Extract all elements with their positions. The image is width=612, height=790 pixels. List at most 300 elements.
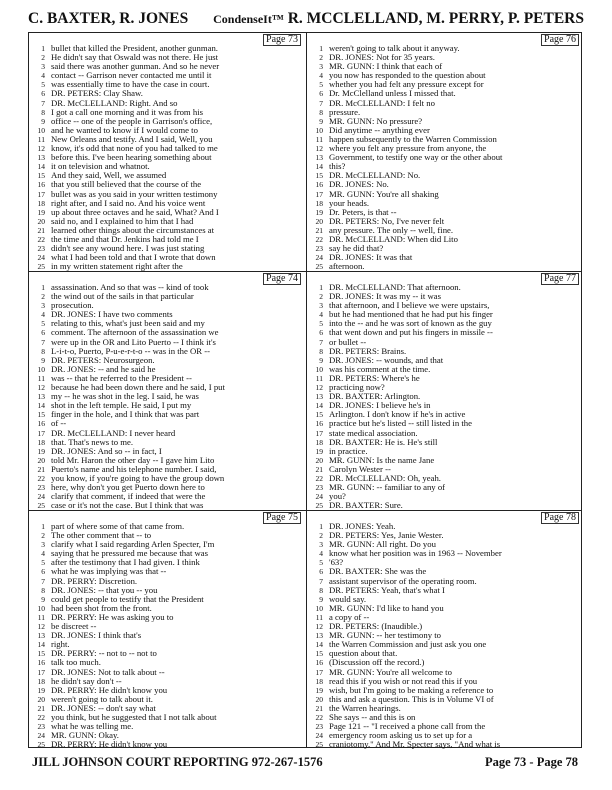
line-text: case or it's not the case. But I think that was (51, 501, 204, 510)
line-text: you now has responded to the question about (329, 71, 486, 81)
transcript-line (307, 447, 583, 456)
line-text: DR. PETERS: (Inaudible.) (329, 622, 423, 632)
line-number: 1 (319, 283, 323, 292)
transcript-line (307, 668, 583, 677)
line-text: assistant supervisor of the operating room. (329, 576, 477, 586)
transcript-line (307, 640, 583, 649)
line-number: 14 (315, 401, 323, 411)
line-text: Page 121 -- "I received a phone call from the (329, 722, 486, 732)
line-text: right after, and I said no. And his voice went (51, 198, 206, 208)
line-number: 6 (319, 328, 323, 338)
transcript-line (307, 686, 583, 695)
line-number: 13 (37, 153, 45, 163)
transcript-line (307, 586, 583, 595)
line-number: 16 (315, 180, 323, 190)
transcript-line (307, 595, 583, 604)
transcript-line (307, 338, 583, 347)
line-text: DR. McCLELLAND: That afternoon. (329, 283, 461, 292)
line-number: 7 (41, 576, 45, 586)
transcript-line (29, 365, 305, 374)
line-number: 3 (319, 62, 323, 72)
transcript-line (307, 153, 583, 162)
transcript-line (307, 108, 583, 117)
line-text: DR. McCLELLAND: When did Lito (329, 234, 458, 244)
line-number: 5 (41, 558, 45, 568)
line-text: of -- (51, 419, 67, 429)
page-number-label: Page 74 (263, 273, 301, 285)
line-text: what I had been told and that I wrote that down (51, 253, 216, 263)
line-number: 8 (319, 346, 323, 356)
line-text: afternoon. (329, 262, 365, 271)
line-number: 5 (41, 80, 45, 90)
line-number: 9 (41, 355, 45, 365)
line-number: 6 (319, 567, 323, 577)
transcript-line (29, 153, 305, 162)
line-number: 22 (315, 712, 323, 722)
line-number: 9 (319, 116, 323, 126)
line-text: DR. JONES: No. (329, 180, 389, 190)
line-text: Carolyn Wester -- (329, 464, 391, 474)
header-witnesses-right: R. MCCLELLAND, M. PERRY, P. PETERS (287, 10, 584, 27)
line-text: could get people to testify that the President (51, 594, 204, 604)
transcript-line (307, 501, 583, 510)
line-number: 21 (315, 464, 323, 474)
page-header (28, 6, 584, 32)
line-number: 11 (37, 373, 45, 383)
line-number: 7 (319, 98, 323, 108)
line-text: where you felt any pressure from anyone, the (329, 144, 487, 154)
transcript-line (307, 319, 583, 328)
line-number: 17 (37, 189, 45, 199)
line-number: 2 (319, 531, 323, 541)
transcript-line (29, 162, 305, 171)
transcript-line (307, 262, 583, 271)
line-text: Government, to testify one way or the other about (329, 153, 503, 163)
line-number: 6 (41, 328, 45, 338)
transcript-line (307, 731, 583, 740)
transcript-line (307, 410, 583, 419)
transcript-line (29, 704, 305, 713)
line-number: 10 (37, 125, 45, 135)
transcript-lines (29, 44, 305, 271)
line-text: finger in the hole, and I think that was part (51, 410, 200, 420)
line-number: 6 (319, 89, 323, 99)
line-text: Dr. Peters, is that -- (329, 207, 397, 217)
transcript-line (29, 217, 305, 226)
line-number: 22 (315, 234, 323, 244)
line-text: DR. JONES: I think that's (51, 631, 142, 641)
line-number: 5 (41, 319, 45, 329)
transcript-line (29, 180, 305, 189)
transcript-line (29, 190, 305, 199)
transcript-line (307, 44, 583, 53)
page-range: Page 73 - Page 78 (484, 755, 578, 769)
transcript-line (307, 126, 583, 135)
line-number: 1 (41, 283, 45, 292)
transcript-line (29, 328, 305, 337)
line-number: 11 (315, 373, 323, 383)
line-number: 7 (319, 576, 323, 586)
line-number: 5 (319, 558, 323, 568)
line-text: didn't see any wound here. I was just stating (51, 244, 205, 254)
line-number: 4 (319, 310, 323, 320)
line-number: 23 (315, 722, 323, 732)
transcript-line (29, 419, 305, 428)
line-number: 12 (315, 383, 323, 393)
line-text: assassination. And so that was -- kind of took (51, 283, 209, 292)
line-text: this and ask a question. This is in Volume VI of (329, 694, 494, 704)
line-text: DR. McCLELLAND: I felt no (329, 98, 435, 108)
line-number: 4 (41, 549, 45, 559)
transcript-lines (307, 44, 583, 271)
line-text: know, it's odd that none of you had talked to me (51, 144, 218, 154)
line-number: 3 (41, 540, 45, 550)
line-text: MR. GUNN: You're all welcome to (329, 667, 452, 677)
line-text: weren't going to talk about it anyway. (329, 44, 460, 53)
line-text: state medical association. (329, 428, 418, 438)
line-text: MR. GUNN: I'd like to hand you (329, 603, 444, 613)
line-text: MR. GUNN: All right. Do you (329, 540, 436, 550)
line-text: the time and that Dr. Jenkins had told me I (51, 234, 199, 244)
page-number-label: Page 77 (541, 273, 579, 285)
transcript-line (307, 208, 583, 217)
line-number: 21 (37, 703, 45, 713)
transcript-line (29, 410, 305, 419)
line-text: (Discussion off the record.) (329, 658, 425, 668)
transcript-line (29, 740, 305, 749)
line-number: 11 (315, 134, 323, 144)
transcript-line (29, 338, 305, 347)
transcript-line (307, 117, 583, 126)
line-text: because he had been down there and he said, I put (51, 383, 225, 393)
transcript-line (29, 567, 305, 576)
transcript-line (29, 117, 305, 126)
line-number: 24 (315, 731, 323, 741)
line-number: 3 (319, 540, 323, 550)
transcript-line (307, 365, 583, 374)
transcript-line (29, 474, 305, 483)
line-text: Puerto's name and his telephone number. I said, (51, 464, 217, 474)
transcript-line (307, 465, 583, 474)
page-number-label: Page 76 (541, 34, 579, 46)
transcript-page-77 (307, 272, 583, 510)
transcript-line (307, 53, 583, 62)
line-text: DR. JONES: -- don't say what (51, 703, 156, 713)
line-number: 13 (315, 392, 323, 402)
line-text: be discreet -- (51, 622, 97, 632)
transcript-line (29, 356, 305, 365)
transcript-line (29, 310, 305, 319)
line-text: The other comment that -- to (51, 531, 152, 541)
line-number: 25 (37, 501, 45, 510)
line-text: that afternoon, and I believe we were upstairs, (329, 301, 490, 311)
transcript-line (29, 401, 305, 410)
line-text: that went down and put his fingers in missile -- (329, 328, 493, 338)
line-number: 8 (41, 346, 45, 356)
transcript-line (307, 226, 583, 235)
page-number-label: Page 75 (263, 512, 301, 524)
line-text: your heads. (329, 198, 370, 208)
transcript-line (307, 549, 583, 558)
line-number: 4 (319, 71, 323, 81)
transcript-line (307, 62, 583, 71)
line-text: MR. GUNN: Is the name Jane (329, 455, 435, 465)
line-text: DR. JONES: -- that you -- you (51, 585, 158, 595)
line-number: 24 (37, 731, 45, 741)
line-text: before this. I've been hearing something about (51, 153, 212, 163)
line-number: 11 (37, 612, 45, 622)
transcript-line (29, 586, 305, 595)
line-number: 15 (37, 171, 45, 181)
transcript-line (29, 89, 305, 98)
line-text: talk too much. (51, 658, 101, 668)
line-number: 15 (37, 410, 45, 420)
line-text: question about that. (329, 649, 398, 659)
transcript-line (307, 577, 583, 586)
line-number: 5 (319, 80, 323, 90)
line-text: MR. GUNN: No pressure? (329, 116, 423, 126)
line-number: 25 (315, 740, 323, 749)
line-number: 5 (319, 319, 323, 329)
transcript-line (29, 80, 305, 89)
line-number: 7 (41, 337, 45, 347)
transcript-line (29, 501, 305, 510)
transcript-line (29, 374, 305, 383)
transcript-line (307, 356, 583, 365)
line-number: 1 (41, 44, 45, 53)
transcript-line (29, 731, 305, 740)
line-number: 20 (37, 455, 45, 465)
line-number: 15 (315, 171, 323, 181)
transcript-line (29, 438, 305, 447)
line-text: a copy of -- (329, 612, 370, 622)
line-number: 18 (315, 437, 323, 447)
transcript-line (307, 217, 583, 226)
line-number: 17 (37, 428, 45, 438)
transcript-line (29, 292, 305, 301)
line-number: 19 (37, 446, 45, 456)
line-text: DR. McCLELLAND: Oh, yeah. (329, 473, 441, 483)
transcript-line (29, 686, 305, 695)
line-text: DR. PETERS: Neurosurgeon. (51, 355, 155, 365)
line-text: DR. PERRY: He didn't know you (51, 740, 168, 749)
line-text: DR. McCLELLAND: Right. And so (51, 98, 178, 108)
line-text: MR. GUNN: Okay. (51, 731, 119, 741)
line-text: read this if you wish or not read this if you (329, 676, 478, 686)
line-text: were up in the OR and Lito Puerto -- I think it's (51, 337, 216, 347)
line-number: 4 (41, 310, 45, 320)
transcript-line (307, 301, 583, 310)
transcript-line (307, 99, 583, 108)
line-text: was essentially time to have the case in court. (51, 80, 210, 90)
transcript-line (307, 419, 583, 428)
line-number: 14 (37, 162, 45, 172)
transcript-line (307, 740, 583, 749)
line-number: 21 (315, 703, 323, 713)
line-number: 16 (37, 658, 45, 668)
line-number: 1 (41, 522, 45, 531)
transcript-line (29, 631, 305, 640)
line-number: 10 (315, 125, 323, 135)
line-text: was his comment at the time. (329, 364, 431, 374)
line-text: what he was telling me. (51, 722, 134, 732)
transcript-page-74 (29, 272, 305, 510)
transcript-lines (29, 283, 305, 510)
line-text: clarify what I said regarding Arlen Specter, I'm (51, 540, 215, 550)
line-text: bullet was as you said in your written testimony (51, 189, 218, 199)
line-text: DR. PERRY: He didn't know you (51, 685, 168, 695)
transcript-line (29, 613, 305, 622)
transcript-page-73 (29, 33, 305, 271)
line-number: 16 (315, 658, 323, 668)
line-text: said no, and I explained to him that I had (51, 216, 194, 226)
line-text: DR. PETERS: Yes, Janie Wester. (329, 531, 444, 541)
line-number: 19 (315, 446, 323, 456)
line-text: DR. McCLELLAND: No. (329, 171, 421, 181)
line-number: 23 (37, 722, 45, 732)
line-text: MR. GUNN: -- familiar to any of (329, 483, 446, 493)
header-witnesses-left: C. BAXTER, R. JONES (28, 10, 189, 27)
line-number: 25 (37, 262, 45, 271)
line-text: happen subsequently to the Warren Commission (329, 134, 497, 144)
transcript-line (307, 658, 583, 667)
line-text: DR. PERRY: -- not to -- not to (51, 649, 157, 659)
line-text: was -- that he referred to the President -- (51, 373, 192, 383)
transcript-line (29, 262, 305, 271)
line-number: 12 (37, 383, 45, 393)
transcript-line (307, 429, 583, 438)
line-text: you know, if you're going to have the group down (51, 473, 225, 483)
line-text: MR. GUNN: I think that each of (329, 62, 443, 72)
transcript-line (29, 283, 305, 292)
line-text: DR. JONES: -- and he said he (51, 364, 156, 374)
line-text: MR. GUNN: You're all shaking (329, 189, 439, 199)
transcript-frame (28, 32, 582, 748)
transcript-line (29, 483, 305, 492)
line-text: DR. BAXTER: She was the (329, 567, 427, 577)
line-number: 13 (37, 392, 45, 402)
line-number: 12 (37, 622, 45, 632)
line-number: 8 (41, 107, 45, 117)
line-number: 16 (37, 419, 45, 429)
line-text: said there was another gunman. And so he never (51, 62, 220, 72)
line-number: 17 (315, 428, 323, 438)
transcript-line (29, 383, 305, 392)
line-text: whether you had felt any pressure except for (329, 80, 484, 90)
line-text: and he wanted to know if I would come to (51, 125, 198, 135)
line-text: you? (329, 492, 346, 502)
line-text: emergency room asking us to set up for a (329, 731, 473, 741)
transcript-line (307, 704, 583, 713)
transcript-line (307, 162, 583, 171)
transcript-line (29, 108, 305, 117)
line-text: DR. PETERS: Where's he (329, 373, 420, 383)
line-number: 23 (315, 483, 323, 493)
line-number: 24 (37, 492, 45, 502)
line-number: 20 (37, 216, 45, 226)
line-number: 19 (37, 685, 45, 695)
line-number: 10 (37, 364, 45, 374)
line-text: my -- he was shot in the leg. I said, he was (51, 392, 199, 402)
line-number: 8 (41, 585, 45, 595)
line-text: or bullet -- (329, 337, 367, 347)
line-text: DR. PERRY: Discretion. (51, 576, 138, 586)
line-text: I got a call one morning and it was from his (51, 107, 203, 117)
line-text: in practice. (329, 446, 368, 456)
transcript-line (29, 540, 305, 549)
line-number: 12 (37, 144, 45, 154)
line-text: would say. (329, 594, 367, 604)
line-text: after the testimony that I had given. I think (51, 558, 200, 568)
transcript-line (307, 713, 583, 722)
transcript-line (307, 144, 583, 153)
line-number: 24 (37, 253, 45, 263)
line-number: 9 (41, 594, 45, 604)
transcript-line (29, 226, 305, 235)
transcript-line (307, 722, 583, 731)
transcript-line (307, 253, 583, 262)
line-number: 22 (37, 712, 45, 722)
transcript-page-78 (307, 511, 583, 749)
line-number: 25 (315, 262, 323, 271)
line-number: 14 (315, 640, 323, 650)
transcript-line (29, 71, 305, 80)
line-number: 15 (315, 410, 323, 420)
line-text: DR. JONES: And so -- in fact, I (51, 446, 162, 456)
transcript-line (29, 531, 305, 540)
line-number: 2 (319, 292, 323, 302)
transcript-line (29, 549, 305, 558)
line-text: practicing now? (329, 383, 385, 393)
line-text: had been shot from the front. (51, 603, 152, 613)
transcript-line (29, 347, 305, 356)
line-number: 6 (41, 89, 45, 99)
transcript-line (29, 649, 305, 658)
transcript-line (29, 604, 305, 613)
transcript-line (307, 540, 583, 549)
line-number: 18 (315, 676, 323, 686)
transcript-line (307, 492, 583, 501)
line-number: 18 (37, 437, 45, 447)
transcript-line (29, 319, 305, 328)
transcript-line (29, 522, 305, 531)
transcript-line (307, 292, 583, 301)
line-number: 21 (37, 464, 45, 474)
transcript-line (29, 429, 305, 438)
transcript-line (307, 135, 583, 144)
transcript-line (29, 558, 305, 567)
line-number: 15 (315, 649, 323, 659)
line-text: say he did that? (329, 244, 384, 254)
transcript-line (307, 622, 583, 631)
transcript-line (29, 253, 305, 262)
transcript-page-75 (29, 511, 305, 749)
transcript-line (307, 199, 583, 208)
line-number: 2 (319, 53, 323, 63)
transcript-line (307, 190, 583, 199)
transcript-lines (307, 283, 583, 510)
line-text: right. (51, 640, 70, 650)
line-text: this? (329, 162, 346, 172)
transcript-line (307, 483, 583, 492)
transcript-line (307, 89, 583, 98)
line-number: 8 (319, 585, 323, 595)
transcript-line (29, 695, 305, 704)
line-text: pressure. (329, 107, 361, 117)
line-number: 22 (315, 473, 323, 483)
reporting-firm: JILL JOHNSON COURT REPORTING 972-267-1576 (32, 755, 323, 769)
transcript-line (29, 392, 305, 401)
